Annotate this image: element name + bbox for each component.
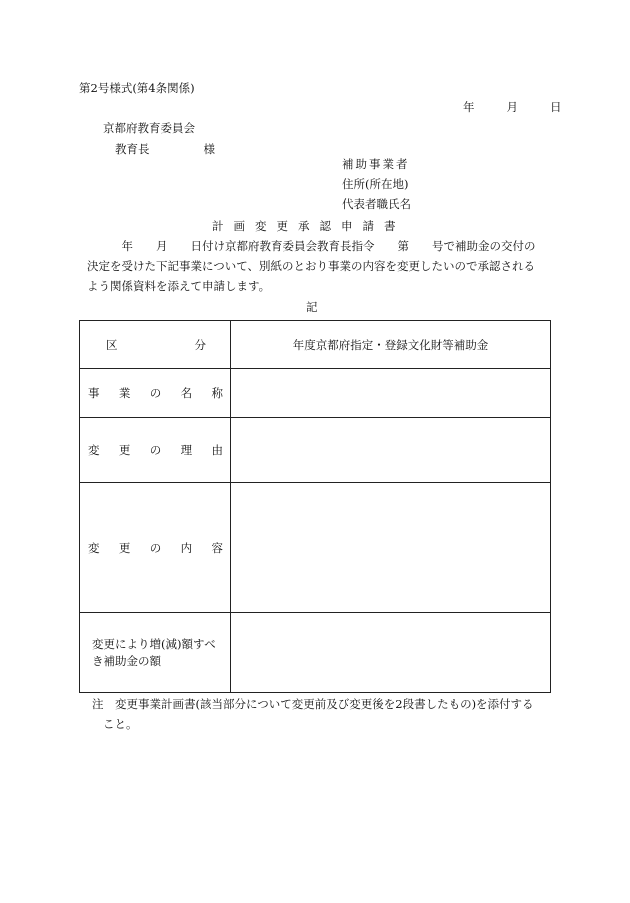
document-title: 計画変更承認申請書: [212, 219, 406, 233]
label-char: 内: [180, 540, 193, 555]
note-line-1: 注 変更事業計画書(該当部分について変更前及び変更後を2段書したもの)を添付する: [92, 697, 534, 711]
date-day-label: 日: [550, 100, 562, 114]
label-char: 称: [211, 386, 223, 400]
date-month-label: 月: [506, 100, 518, 114]
table-row: [80, 369, 551, 418]
header-label-char: 区: [106, 337, 118, 352]
note-line-2: こと。: [103, 717, 138, 731]
row-label-change-content: [80, 483, 231, 613]
label-char: 更: [118, 540, 131, 555]
addressee-honorific: 様: [203, 142, 215, 156]
body-line-2: 決定を受けた下記事業について、別紙のとおり事業の内容を変更したいので承認される: [87, 259, 536, 273]
header-label-char: 分: [194, 337, 206, 352]
addressee-org: 京都府教育委員会: [103, 121, 195, 135]
label-char: 理: [180, 443, 193, 457]
table-row: [80, 483, 551, 613]
row-value-change-reason[interactable]: [231, 418, 551, 483]
header-value-cell: 年度京都府指定・登録文化財等補助金: [231, 321, 551, 369]
label-char: の: [149, 443, 162, 457]
label-char: 変: [88, 540, 100, 555]
table-row: [80, 418, 551, 483]
header-label-cell: [80, 321, 231, 369]
label-char: 名: [180, 386, 193, 400]
table-row: [80, 613, 551, 693]
details-table: [79, 320, 551, 693]
body-line-1: 年 月 日付け京都府教育委員会教育長指令 第 号で補助金の交付の: [87, 239, 536, 253]
addressee-line: [115, 141, 215, 157]
label-char: 更: [118, 443, 131, 457]
row-label-project-name: [80, 369, 231, 418]
label-char: の: [149, 540, 162, 555]
applicant-address: 住所(所在地): [342, 177, 409, 191]
applicant-representative: 代表者職氏名: [342, 197, 411, 211]
label-char: 業: [118, 386, 131, 400]
subsidy-change-label: 変更により増(減)額すべき補助金の額: [92, 636, 216, 668]
label-char: 変: [88, 443, 100, 457]
row-value-project-name[interactable]: [231, 369, 551, 418]
row-label-subsidy-change: [80, 613, 231, 693]
ki-heading: 記: [306, 300, 318, 314]
application-body: [87, 236, 557, 296]
date-year-label: 年: [463, 100, 475, 114]
row-value-change-content[interactable]: [231, 483, 551, 613]
form-number: 第2号様式(第4条関係): [79, 81, 195, 95]
applicant-role: 補助事業者: [342, 157, 410, 171]
row-value-subsidy-change[interactable]: [231, 613, 551, 693]
label-char: の: [149, 386, 162, 400]
addressee-title: 教育長: [115, 142, 150, 156]
date-line: [463, 99, 562, 115]
table-header-row: [80, 321, 551, 369]
row-label-change-reason: [80, 418, 231, 483]
label-char: 事: [88, 386, 100, 400]
label-char: 由: [211, 443, 223, 457]
body-line-3: よう関係資料を添えて申請します。: [87, 279, 271, 293]
label-char: 容: [211, 540, 223, 555]
